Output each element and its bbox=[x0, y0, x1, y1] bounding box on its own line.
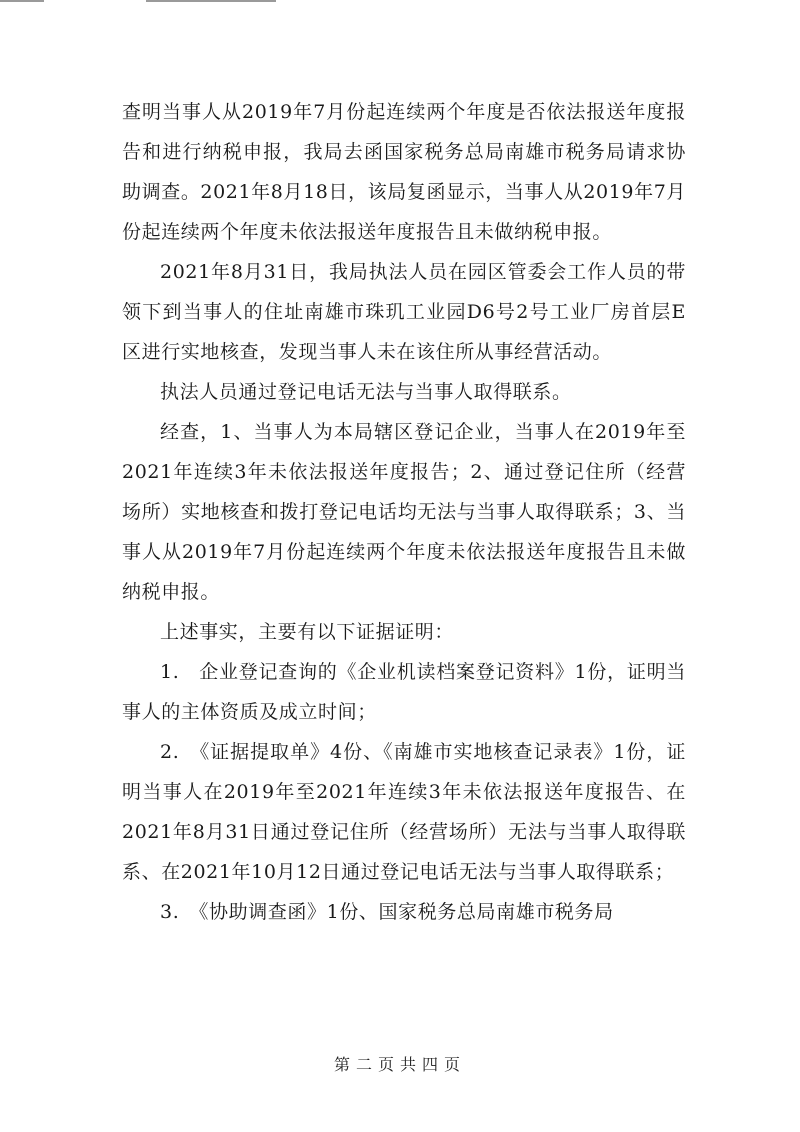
paragraph-evidence-intro: 上述事实，主要有以下证据证明： bbox=[160, 621, 455, 643]
evidence-item-2: 2. 《证据提取单》4份、《南雄市实地核查记录表》1份，证明当事人在2019年至2021年连续3年未依法报送年度报告、在2021年8月31日通过登记住所（经营场所）无法与当事人取得联系、在2021年10月12日通过登记电话无法与当事人取得联系； bbox=[122, 741, 686, 883]
paragraph-site-inspection: 2021年8月31日，我局执法人员在园区管委会工作人员的带领下到当事人的住址南雄市珠玑工业园D6号2号工业厂房首层E区进行实地核查，发现当事人未在该住所从事经营活动。 bbox=[122, 261, 686, 363]
evidence-item-3: 3. 《协助调查函》1份、国家税务总局南雄市税务局 bbox=[160, 901, 614, 923]
page-number-footer: 第二页共四页 bbox=[333, 1055, 466, 1074]
paragraph-investigation-continued: 查明当事人从2019年7月份起连续两个年度是否依法报送年度报告和进行纳税申报，我局去函国家税务总局南雄市税务局请求协助调查。2021年8月18日，该局复函显示，当事人从2019年7月份起连续两个年度未依法报送年度报告且未做纳税申报。 bbox=[122, 101, 686, 243]
document-body bbox=[122, 92, 686, 932]
paragraph-phone-contact: 执法人员通过登记电话无法与当事人取得联系。 bbox=[160, 381, 572, 403]
scan-edge-mark-left bbox=[0, 0, 44, 2]
evidence-item-1: 1. 企业登记查询的《企业机读档案登记资料》1份，证明当事人的主体资质及成立时间； bbox=[122, 661, 686, 723]
scan-edge-mark-center bbox=[146, 0, 276, 2]
paragraph-findings: 经查，1、当事人为本局辖区登记企业，当事人在2019年至2021年连续3年未依法报送年度报告；2、通过登记住所（经营场所）实地核查和拨打登记电话均无法与当事人取得联系；3、当事人从2019年7月份起连续两个年度未依法报送年度报告且未做纳税申报。 bbox=[122, 421, 686, 603]
